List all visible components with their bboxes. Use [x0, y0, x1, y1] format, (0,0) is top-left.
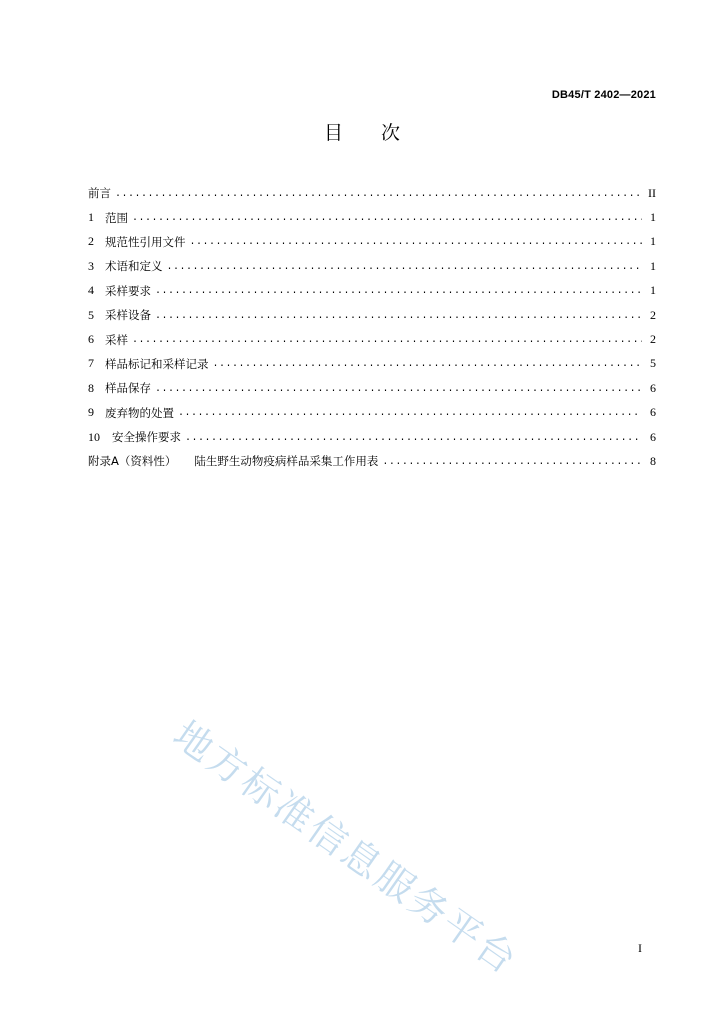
toc-section-number: 7 — [88, 356, 94, 371]
toc-page-number: 6 — [650, 380, 656, 395]
toc-entry-foreword[interactable] — [88, 181, 656, 205]
toc-leader-dots — [115, 189, 642, 200]
toc-label: 术语和定义 — [105, 259, 163, 274]
toc-entry-4[interactable] — [88, 279, 656, 303]
toc-label: 废弃物的处置 — [105, 405, 174, 420]
toc-leader-dots — [382, 457, 642, 468]
toc-label: 规范性引用文件 — [105, 234, 186, 249]
toc-page-number: 1 — [650, 283, 656, 298]
toc-leader-dots — [190, 237, 643, 248]
toc-leader-dots — [178, 408, 642, 419]
toc-entry-9[interactable] — [88, 401, 656, 425]
toc-section-number: 6 — [88, 332, 94, 347]
toc-label: 样品保存 — [105, 381, 151, 396]
toc-entry-2[interactable] — [88, 230, 656, 254]
toc-label: 安全操作要求 — [112, 430, 181, 445]
toc-leader-dots — [155, 286, 642, 297]
toc-section-number: 9 — [88, 405, 94, 420]
toc-section-number: 5 — [88, 307, 94, 322]
toc-entry-10[interactable] — [88, 425, 656, 449]
toc-entry-5[interactable] — [88, 303, 656, 327]
toc-section-number: 1 — [88, 210, 94, 225]
toc-entry-3[interactable] — [88, 254, 656, 278]
toc-page-number: 6 — [650, 429, 656, 444]
document-code: DB45/T 2402—2021 — [551, 89, 656, 101]
toc-page-number: 2 — [650, 307, 656, 322]
toc-leader-dots — [132, 213, 642, 224]
toc-entry-appendix-a[interactable] — [88, 449, 656, 473]
toc-leader-dots — [155, 311, 642, 322]
appendix-title: 陆生野生动物疫病样品采集工作用表 — [194, 454, 379, 469]
toc-section-number: 4 — [88, 283, 94, 298]
toc-leader-dots — [155, 384, 642, 395]
toc-page-number: 1 — [650, 234, 656, 249]
toc-entry-8[interactable] — [88, 376, 656, 400]
appendix-prefix: 附录A（资料性） — [88, 454, 177, 469]
toc-leader-dots — [132, 335, 642, 346]
toc-page-number: 6 — [650, 405, 656, 420]
toc-label: 前言 — [88, 186, 111, 201]
toc-label — [88, 453, 378, 469]
toc-label: 采样要求 — [105, 283, 151, 298]
toc-page-number: 1 — [650, 258, 656, 273]
title-part-1: 目 — [323, 122, 343, 144]
table-of-contents — [88, 181, 656, 474]
footer-page-number: I — [638, 941, 642, 955]
toc-leader-dots — [185, 433, 642, 444]
toc-label: 采样 — [105, 332, 128, 347]
toc-section-number: 2 — [88, 234, 94, 249]
toc-entry-1[interactable] — [88, 205, 656, 229]
toc-label: 采样设备 — [105, 308, 151, 323]
toc-page-number: 1 — [650, 210, 656, 225]
toc-section-number: 8 — [88, 380, 94, 395]
toc-section-number: 10 — [88, 429, 100, 444]
toc-label: 范围 — [105, 210, 128, 225]
toc-page-number: 8 — [650, 453, 656, 468]
toc-section-number: 3 — [88, 258, 94, 273]
toc-page-number: 5 — [650, 356, 656, 371]
toc-entry-7[interactable] — [88, 352, 656, 376]
toc-leader-dots — [167, 262, 643, 273]
toc-page-number: 2 — [650, 332, 656, 347]
toc-page-number: II — [648, 185, 656, 200]
toc-entry-6[interactable] — [88, 327, 656, 351]
toc-leader-dots — [213, 359, 643, 370]
toc-label: 样品标记和采样记录 — [105, 356, 209, 371]
title-part-2: 次 — [381, 122, 401, 144]
watermark: 地方标准信息服务平台 — [165, 712, 527, 984]
page-title — [0, 118, 724, 145]
